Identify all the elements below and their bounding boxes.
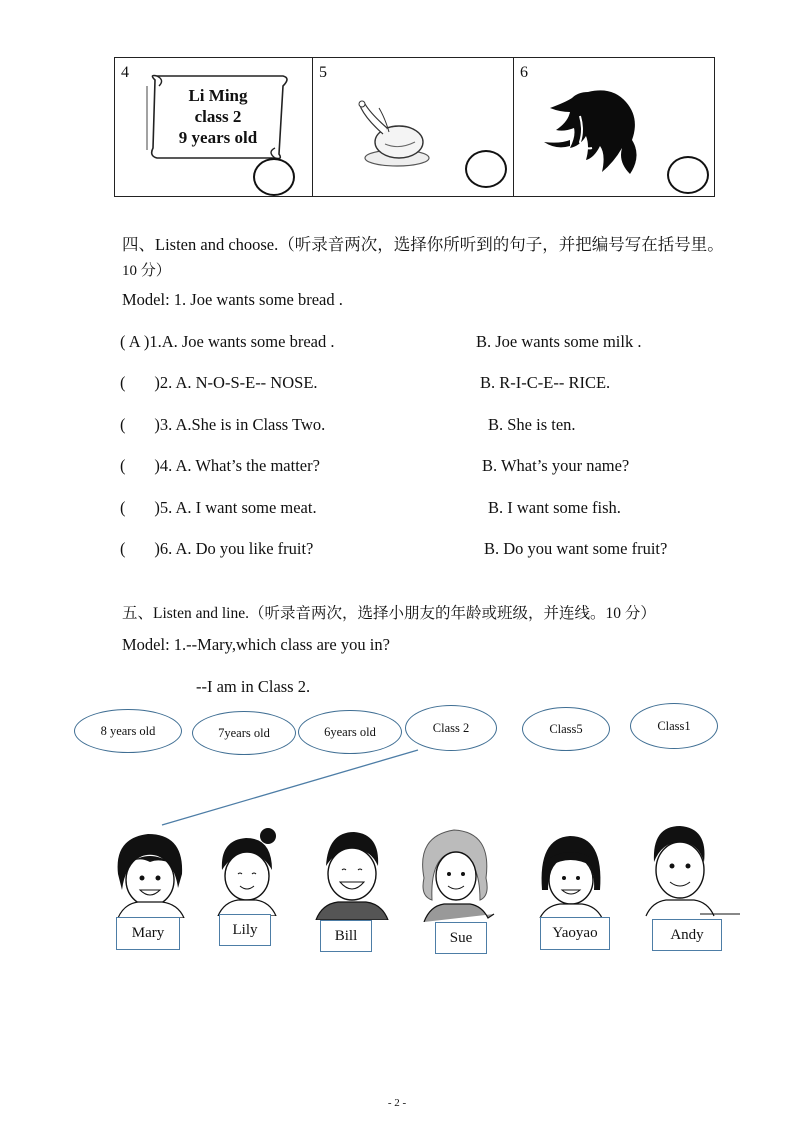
scroll-text <box>143 86 293 156</box>
item-5-right: B. I want some fish. <box>488 498 621 517</box>
item-6-right: B. Do you want some fruit? <box>484 539 668 558</box>
item-1-right: B. Joe wants some milk . <box>476 332 642 351</box>
section4-heading: 四、Listen and choose.（听录音两次，选择你所听到的句子，并把编号写在括号里。 <box>122 235 724 254</box>
name-box-yaoyao[interactable]: Yaoyao <box>540 917 610 950</box>
bubble-class-2[interactable]: Class 2 <box>405 705 497 751</box>
picture-cell-4 <box>115 58 313 196</box>
item-5-left: ( )5. A. I want some meat. <box>120 498 317 517</box>
picture-table <box>114 57 715 197</box>
scroll-name: Li Ming <box>188 86 248 105</box>
name-box-andy[interactable]: Andy <box>652 919 722 951</box>
section5-heading: 五、Listen and line.（听录音两次，选择小朋友的年龄或班级，并连线。10 分） <box>122 605 656 622</box>
section5-model-answer: --I am in Class 2. <box>196 677 311 696</box>
bill-portrait-icon <box>312 826 392 920</box>
answer-circle[interactable] <box>253 158 295 196</box>
woman-long-hair-icon <box>540 86 650 178</box>
roast-chicken-icon <box>355 98 435 170</box>
item-2-left: ( )2. A. N-O-S-E-- NOSE. <box>120 373 318 392</box>
scroll-age: 9 years old <box>178 128 258 147</box>
answer-circle[interactable] <box>667 156 709 194</box>
picture-cell-6 <box>514 58 714 196</box>
section4-heading-score: 10 分） <box>122 263 171 279</box>
item-4-right: B. What’s your name? <box>482 456 630 475</box>
name-box-bill[interactable]: Bill <box>320 920 372 952</box>
yaoyao-portrait-icon <box>534 828 608 918</box>
page-number: - 2 - <box>387 1097 407 1109</box>
section5-model-question: Model: 1.--Mary,which class are you in? <box>122 635 390 654</box>
item-6-left: ( )6. A. Do you like fruit? <box>120 539 314 558</box>
model-connection-line <box>150 745 430 830</box>
bubble-class-5[interactable]: Class5 <box>522 707 610 751</box>
item-3-right: B. She is ten. <box>488 415 576 434</box>
answer-circle[interactable] <box>465 150 507 188</box>
bubble-8-years-old[interactable]: 8 years old <box>74 709 182 753</box>
mary-portrait-icon <box>108 828 192 918</box>
lily-portrait-icon <box>210 826 284 916</box>
andy-portrait-icon <box>640 822 740 918</box>
picture-number: 5 <box>319 64 327 81</box>
item-2-right: B. R-I-C-E-- RICE. <box>480 373 611 392</box>
bubble-7-years-old[interactable]: 7years old <box>192 711 296 755</box>
name-box-lily[interactable]: Lily <box>219 914 271 946</box>
item-4-left: ( )4. A. What’s the matter? <box>120 456 320 475</box>
item-1-left: ( A )1.A. Joe wants some bread . <box>120 332 335 351</box>
picture-cell-5 <box>313 58 514 196</box>
sue-portrait-icon <box>414 826 498 922</box>
picture-number: 6 <box>520 64 528 81</box>
scroll-class: class 2 <box>194 107 242 126</box>
picture-number: 4 <box>121 64 129 81</box>
name-box-mary[interactable]: Mary <box>116 917 180 950</box>
item-3-left: ( )3. A.She is in Class Two. <box>120 415 326 434</box>
section4-model: Model: 1. Joe wants some bread . <box>122 290 343 309</box>
bubble-6-years-old[interactable]: 6years old <box>298 710 402 754</box>
name-box-sue[interactable]: Sue <box>435 922 487 954</box>
bubble-class-1[interactable]: Class1 <box>630 703 718 749</box>
